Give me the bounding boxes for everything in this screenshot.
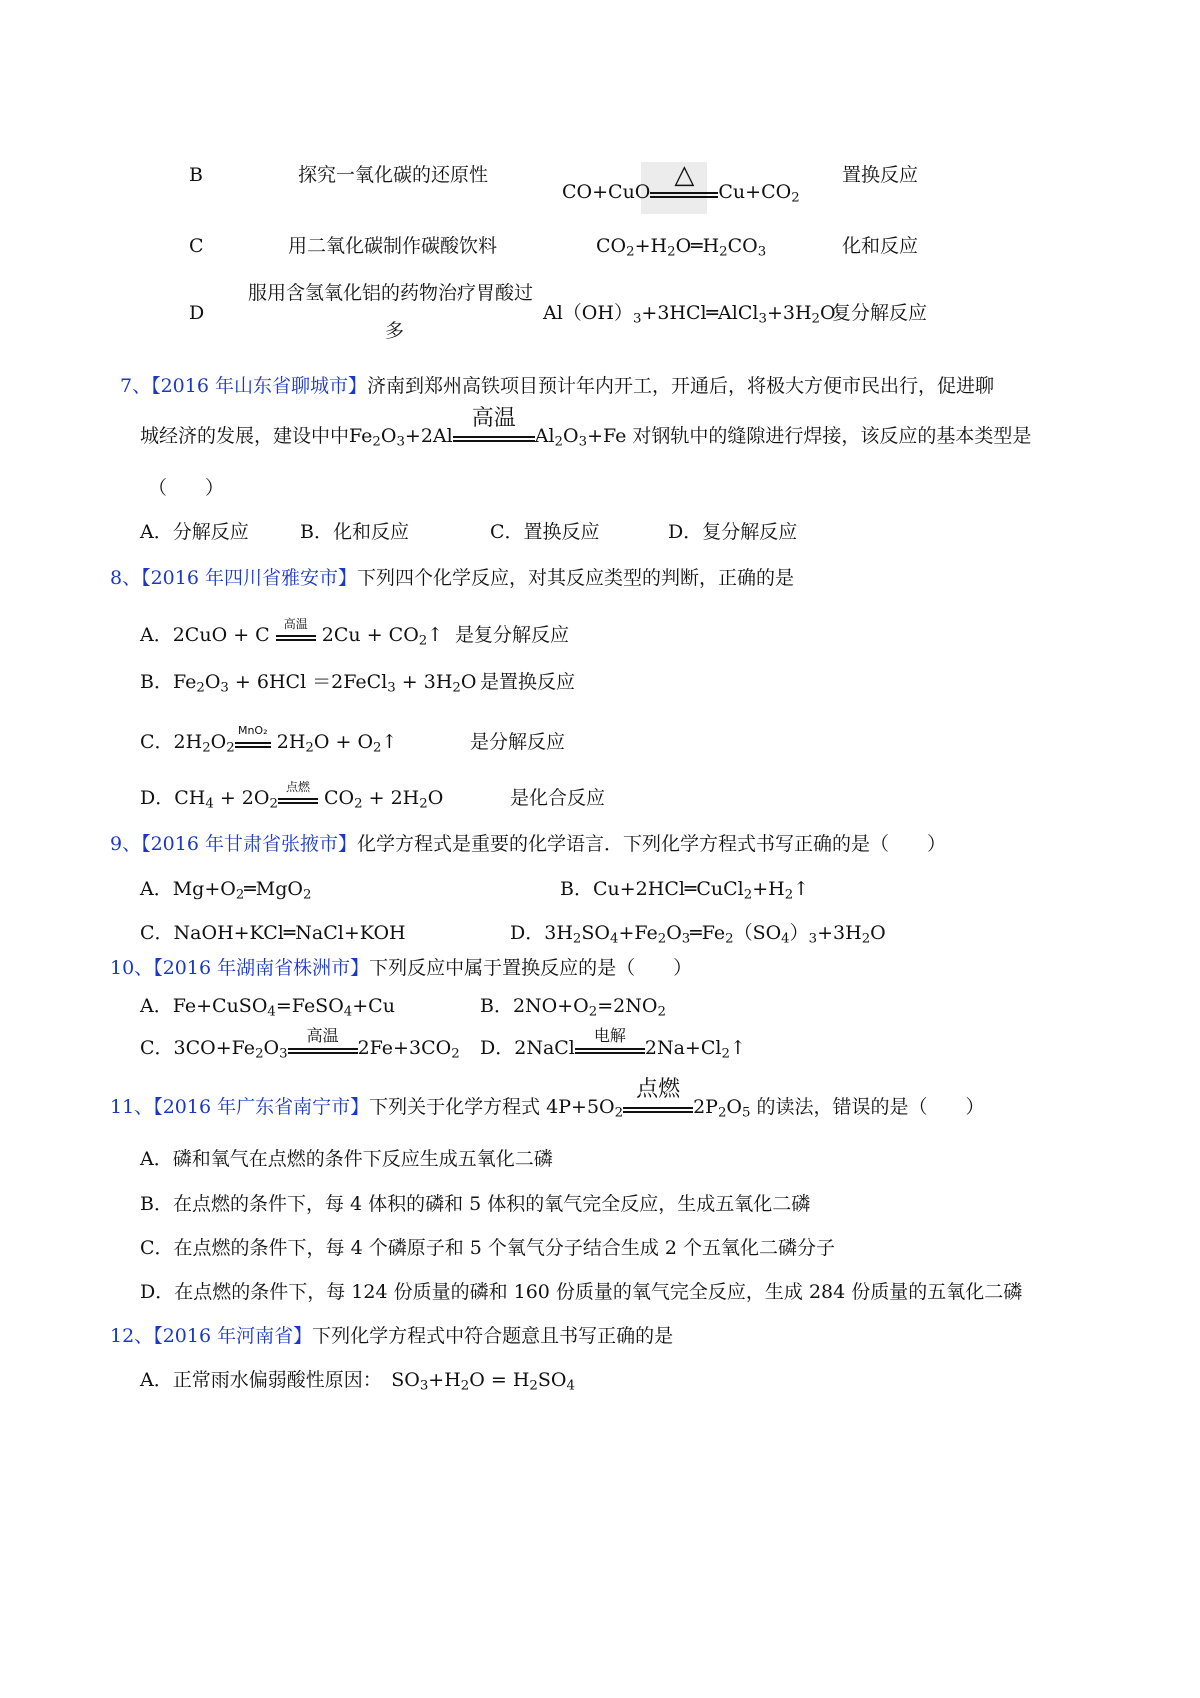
q9-option-c: C．NaOH+KCl═NaCl+KOH xyxy=(140,922,406,944)
q11-option-d: D．在点燃的条件下，每 124 份质量的磷和 160 份质量的氧气完全反应，生成 284 份质量的五氧化二磷 xyxy=(140,1281,1023,1303)
q7-option-d: D．复分解反应 xyxy=(668,521,798,543)
q11-number: 11、 xyxy=(110,1096,154,1118)
q10-option-a: A．Fe+CuSO$_4$=FeSO$_4$+Cu xyxy=(140,995,395,1020)
q7-answer-paren: （ ） xyxy=(148,477,225,499)
q10-option-b: B．$2NO+O_2=2NO_2$ xyxy=(480,995,666,1020)
row-b-type: 置换反应 xyxy=(842,164,919,186)
q10-source: 【2016 年湖南省株洲市】 xyxy=(153,957,370,979)
row-c-equation: $CO_2+H_2O═H_2CO_3$ xyxy=(596,235,767,260)
q7-line2: 城经济的发展，建设中中$Fe_2O_3+2Al$ 高温 $Al_2O_3+Fe$ 对钢轨中的缝隙进行焊接，该反应的基本类型是 xyxy=(140,406,1032,450)
q7-option-a: A．分解反应 xyxy=(140,521,249,543)
q7-text1: 济南到郑州高铁项目预计年内开工，开通后，将极大方便市民出行，促进聊 xyxy=(367,375,995,397)
q11-option-c: C．在点燃的条件下，每 4 个磷原子和 5 个氧气分子结合生成 2 个五氧化二磷分子 xyxy=(140,1237,836,1259)
row-c-purpose: 用二氧化碳制作碳酸饮料 xyxy=(288,235,498,257)
q7-option-c: C．置换反应 xyxy=(490,521,600,543)
q12-source: 【2016 年河南省】 xyxy=(153,1325,313,1347)
q8-source: 【2016 年四川省雅安市】 xyxy=(141,567,357,589)
heat-condition-icon: △ xyxy=(674,160,695,190)
q9-number: 9、 xyxy=(110,833,142,855)
row-b-purpose: 探究一氧化碳的还原性 xyxy=(298,164,489,186)
q12-stem: 12、【2016 年河南省】下列化学方程式中符合题意且书写正确的是 xyxy=(110,1325,674,1347)
q11-stem: 11、【2016 年广东省南宁市】下列关于化学方程式 $4P+5O_2$ 点燃 $2P_2O_5$ 的读法，错误的是（ ） xyxy=(110,1077,985,1121)
q7-number: 7、 xyxy=(120,375,152,397)
q12-number: 12、 xyxy=(110,1325,154,1347)
q9-stem: 9、【2016 年甘肃省张掖市】化学方程式是重要的化学语言．下列化学方程式书写正确的是（ ） xyxy=(110,833,947,855)
q7-option-b: B．化和反应 xyxy=(300,521,409,543)
row-b-letter: B xyxy=(189,164,203,186)
q9-option-b: B．$Cu+2HCl═CuCl_2+H_2↑$ xyxy=(560,878,810,903)
q10-option-c: C．$3CO+Fe_2O_3$ 高温 $2Fe+3CO_2$ xyxy=(140,1026,460,1062)
q8-option-b: B．$Fe_2O_3 + 6HCl$ ＝2FeCl$_3$ + $3H_2O$ xyxy=(140,671,477,696)
q8-option-c-judgement: 是分解反应 xyxy=(470,731,566,753)
q10-stem: 10、【2016 年湖南省株洲市】下列反应中属于置换反应的是（ ） xyxy=(110,957,693,979)
q11-source: 【2016 年广东省南宁市】 xyxy=(153,1096,370,1118)
row-d-purpose-line1: 服用含氢氧化铝的药物治疗胃酸过 xyxy=(248,282,534,304)
row-c-type: 化和反应 xyxy=(842,235,919,257)
q12-option-a: A．正常雨水偏弱酸性原因： $SO_3+H_2O = H_2SO_4$ xyxy=(140,1369,575,1394)
q8-option-b-judgement: 是置换反应 xyxy=(480,671,576,693)
row-d-purpose-line2: 多 xyxy=(385,320,405,342)
q8-option-d-judgement: 是化合反应 xyxy=(510,787,606,809)
q8-number: 8、 xyxy=(110,567,142,589)
row-d-letter: D xyxy=(189,302,205,324)
q9-source: 【2016 年甘肃省张掖市】 xyxy=(141,833,357,855)
q10-option-d: D．2NaCl 电解 $2Na+Cl_2↑$ xyxy=(480,1026,746,1062)
q11-option-b: B．在点燃的条件下，每 4 体积的磷和 5 体积的氧气完全反应，生成五氧化二磷 xyxy=(140,1193,811,1215)
q9-option-a: A．$Mg+O_2═MgO_2$ xyxy=(140,878,312,903)
q8-option-a: A．2CuO + C 高温 $2Cu + CO_2↑$ xyxy=(140,617,444,649)
q7-line1 xyxy=(120,375,994,398)
q7-condition: 高温 xyxy=(471,406,516,431)
q7-source: 【2016 年山东省聊城市】 xyxy=(151,375,367,397)
q8-stem: 8、【2016 年四川省雅安市】下列四个化学反应，对其反应类型的判断，正确的是 xyxy=(110,567,795,589)
q11-condition: 点燃 xyxy=(636,1077,681,1102)
q9-option-d: D．$3H_2SO_4+Fe_2O_3═Fe_2(SO_4)_3+3H_2O$ xyxy=(510,922,886,947)
row-d-type: 复分解反应 xyxy=(832,302,928,324)
q10-number: 10、 xyxy=(110,957,154,979)
row-c-letter: C xyxy=(189,235,204,257)
row-d-equation: $Al(OH)_3+3HCl═AlCl_3+3H_2O$ xyxy=(543,302,836,327)
q8-option-d: D．$CH_4 + 2O_2$ 点燃 $CO_2 + 2H_2O$ xyxy=(140,780,444,812)
q8-option-a-judgement: 是复分解反应 xyxy=(455,624,570,646)
q8-option-c: C．$2H_2O_2$ MnO₂ $2H_2O$ + $O_2↑$ xyxy=(140,724,398,756)
row-b-equation: CO+CuO △ $Cu+CO_2$ xyxy=(562,160,800,206)
q11-option-a: A．磷和氧气在点燃的条件下反应生成五氧化二磷 xyxy=(140,1148,553,1170)
